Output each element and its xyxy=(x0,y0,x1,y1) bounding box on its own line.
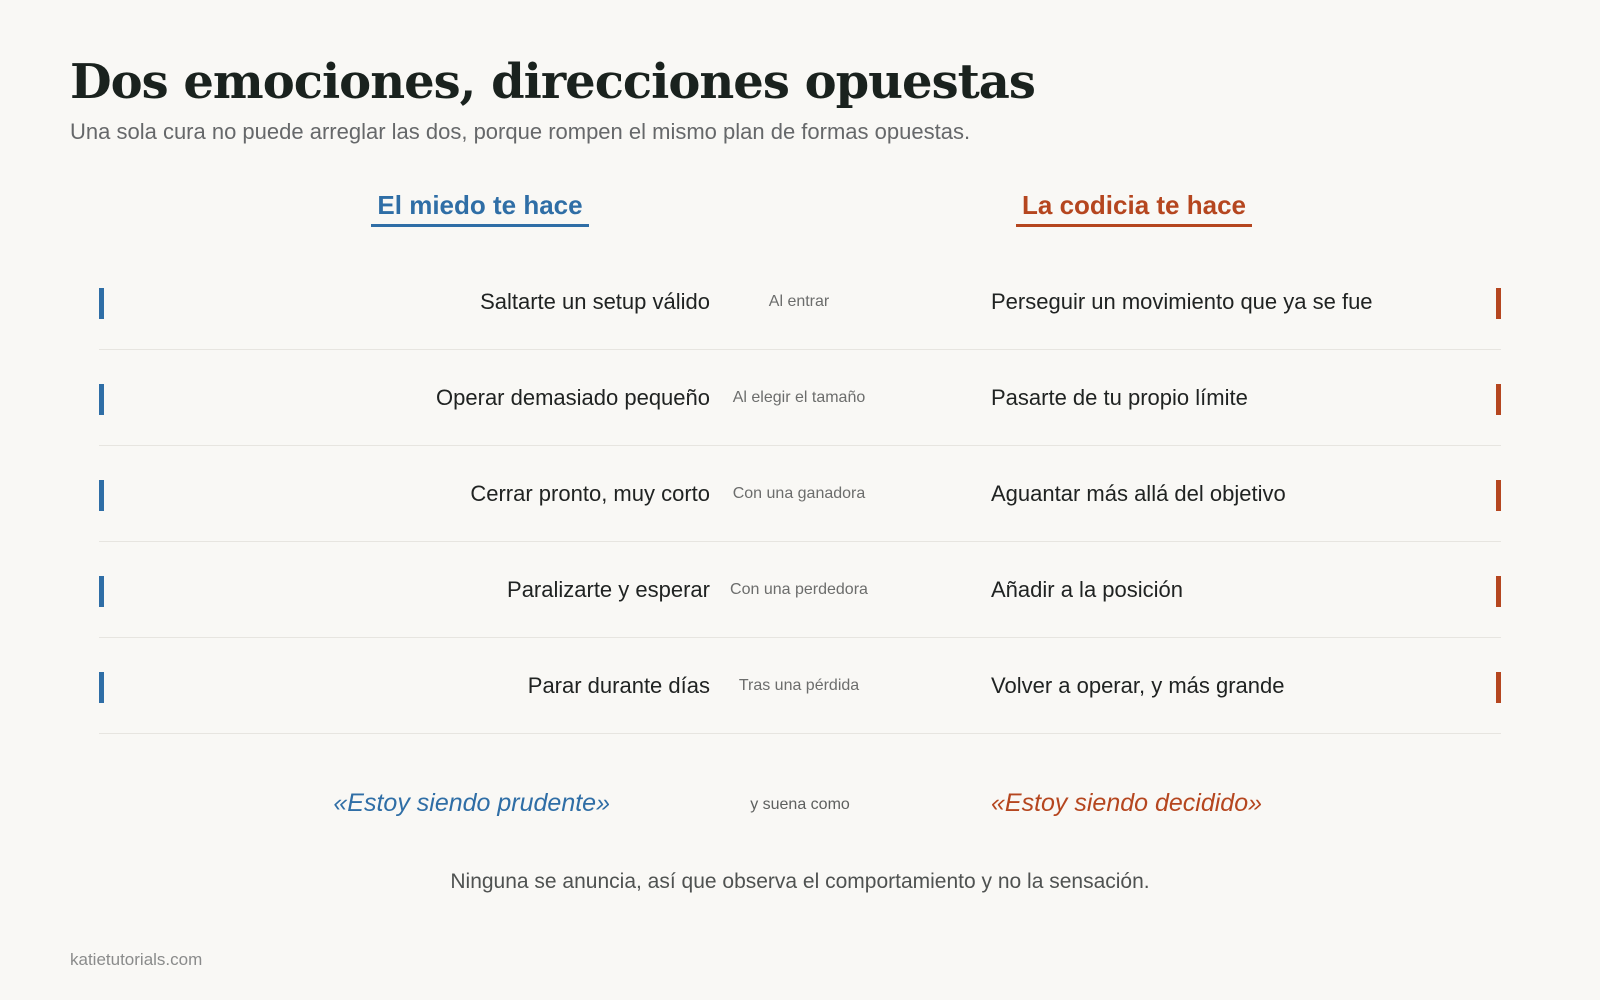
greed-behavior: Aguantar más allá del objetivo xyxy=(991,481,1286,506)
fear-column-header xyxy=(280,188,680,227)
comparison-row xyxy=(99,446,1501,542)
greed-marker-bar xyxy=(1496,576,1501,607)
greed-column-header xyxy=(934,188,1334,227)
greed-column-title: La codicia te hace xyxy=(1016,188,1252,227)
comparison-row xyxy=(99,350,1501,446)
greed-marker-bar xyxy=(1496,384,1501,415)
fear-behavior: Saltarte un setup válido xyxy=(480,289,710,314)
greed-quote: «Estoy siendo decidido» xyxy=(991,789,1263,817)
fear-behavior: Operar demasiado pequeño xyxy=(436,385,710,410)
page-subtitle: Una sola cura no puede arreglar las dos, porque rompen el mismo plan de formas opuestas. xyxy=(70,119,971,144)
fear-quote: «Estoy siendo prudente» xyxy=(333,789,610,817)
fear-behavior: Cerrar pronto, muy corto xyxy=(470,481,710,506)
fear-marker-bar xyxy=(99,288,104,319)
greed-behavior: Perseguir un movimiento que ya se fue xyxy=(991,289,1373,314)
situation-label: Tras una pérdida xyxy=(738,677,860,694)
comparison-row xyxy=(99,542,1501,638)
greed-behavior: Volver a operar, y más grande xyxy=(991,673,1285,698)
comparison-row xyxy=(99,254,1501,350)
fear-behavior: Paralizarte y esperar xyxy=(507,577,710,602)
fear-column-title: El miedo te hace xyxy=(371,188,588,227)
situation-label: Con una perdedora xyxy=(730,581,868,598)
fear-behavior: Parar durante días xyxy=(527,673,710,698)
page-title: Dos emociones, direcciones opuestas xyxy=(70,54,1035,110)
situation-label: Al elegir el tamaño xyxy=(732,389,866,406)
situation-label: Con una ganadora xyxy=(732,485,866,502)
fear-marker-bar xyxy=(99,384,104,415)
footnote: Ninguna se anuncia, así que observa el comportamiento y no la sensación. xyxy=(450,870,1150,893)
fear-marker-bar xyxy=(99,672,104,703)
greed-marker-bar xyxy=(1496,672,1501,703)
greed-behavior: Añadir a la posición xyxy=(991,577,1184,602)
site-credit: katietutorials.com xyxy=(70,950,203,969)
fear-marker-bar xyxy=(99,480,104,511)
comparison-row xyxy=(99,638,1501,734)
quote-connector: y suena como xyxy=(750,796,850,813)
greed-marker-bar xyxy=(1496,288,1501,319)
greed-marker-bar xyxy=(1496,480,1501,511)
greed-behavior: Pasarte de tu propio límite xyxy=(991,385,1248,410)
comparison-table xyxy=(99,254,1501,734)
situation-label: Al entrar xyxy=(768,293,830,310)
fear-marker-bar xyxy=(99,576,104,607)
